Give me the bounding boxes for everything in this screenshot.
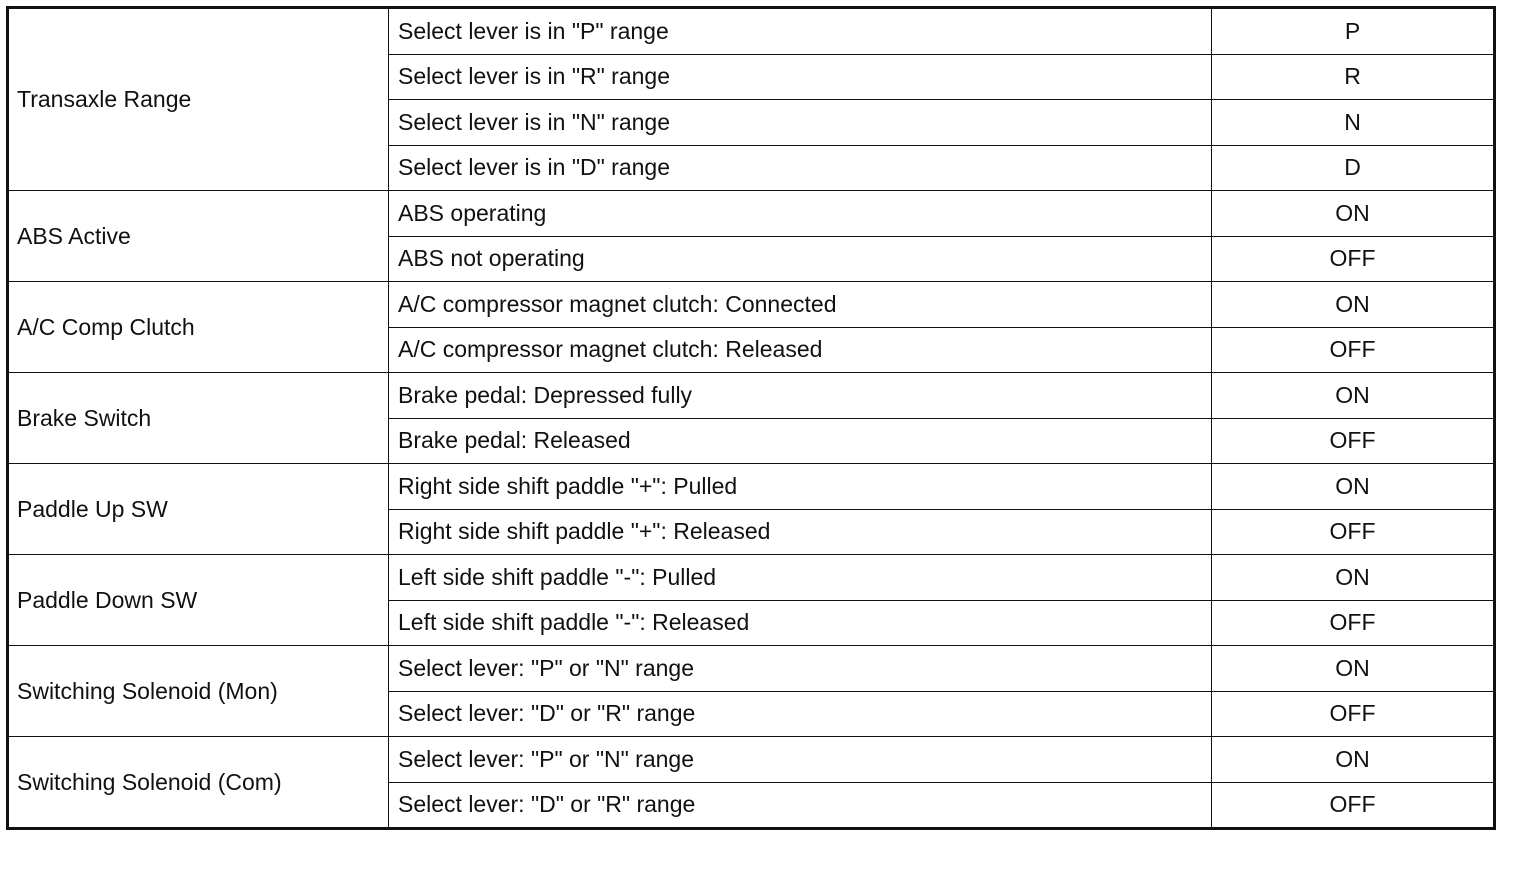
condition-cell: Select lever is in "D" range bbox=[389, 145, 1212, 191]
value-cell: OFF bbox=[1212, 782, 1495, 829]
value-cell: OFF bbox=[1212, 509, 1495, 555]
value-cell: D bbox=[1212, 145, 1495, 191]
table-row bbox=[8, 8, 1495, 55]
value-cell: ON bbox=[1212, 464, 1495, 510]
condition-cell: Brake pedal: Released bbox=[389, 418, 1212, 464]
table-row bbox=[8, 737, 1495, 783]
condition-cell: A/C compressor magnet clutch: Released bbox=[389, 327, 1212, 373]
table-row bbox=[8, 555, 1495, 601]
item-name-cell: Transaxle Range bbox=[8, 8, 389, 191]
value-cell: OFF bbox=[1212, 418, 1495, 464]
condition-cell: Brake pedal: Depressed fully bbox=[389, 373, 1212, 419]
condition-cell: Select lever is in "P" range bbox=[389, 8, 1212, 55]
value-cell: ON bbox=[1212, 737, 1495, 783]
value-cell: ON bbox=[1212, 555, 1495, 601]
condition-cell: Select lever: "P" or "N" range bbox=[389, 737, 1212, 783]
item-name-cell: Paddle Down SW bbox=[8, 555, 389, 646]
table-row bbox=[8, 191, 1495, 237]
value-cell: OFF bbox=[1212, 600, 1495, 646]
value-cell: ON bbox=[1212, 282, 1495, 328]
item-name-cell: Paddle Up SW bbox=[8, 464, 389, 555]
item-name-cell: Switching Solenoid (Mon) bbox=[8, 646, 389, 737]
table-row bbox=[8, 373, 1495, 419]
condition-cell: Select lever is in "N" range bbox=[389, 100, 1212, 146]
value-cell: N bbox=[1212, 100, 1495, 146]
condition-cell: Select lever is in "R" range bbox=[389, 54, 1212, 100]
item-name-cell: Switching Solenoid (Com) bbox=[8, 737, 389, 829]
condition-cell: Right side shift paddle "+": Released bbox=[389, 509, 1212, 555]
condition-cell: Left side shift paddle "-": Released bbox=[389, 600, 1212, 646]
condition-cell: ABS not operating bbox=[389, 236, 1212, 282]
condition-cell: Left side shift paddle "-": Pulled bbox=[389, 555, 1212, 601]
condition-cell: A/C compressor magnet clutch: Connected bbox=[389, 282, 1212, 328]
condition-cell: Select lever: "P" or "N" range bbox=[389, 646, 1212, 692]
condition-cell: Right side shift paddle "+": Pulled bbox=[389, 464, 1212, 510]
table-row bbox=[8, 282, 1495, 328]
value-cell: P bbox=[1212, 8, 1495, 55]
condition-cell: Select lever: "D" or "R" range bbox=[389, 782, 1212, 829]
spec-table bbox=[6, 6, 1496, 830]
value-cell: ON bbox=[1212, 646, 1495, 692]
table-row bbox=[8, 464, 1495, 510]
table-row bbox=[8, 646, 1495, 692]
item-name-cell: ABS Active bbox=[8, 191, 389, 282]
item-name-cell: Brake Switch bbox=[8, 373, 389, 464]
value-cell: OFF bbox=[1212, 691, 1495, 737]
spec-table-body bbox=[8, 8, 1495, 829]
value-cell: ON bbox=[1212, 373, 1495, 419]
condition-cell: ABS operating bbox=[389, 191, 1212, 237]
value-cell: R bbox=[1212, 54, 1495, 100]
condition-cell: Select lever: "D" or "R" range bbox=[389, 691, 1212, 737]
value-cell: OFF bbox=[1212, 236, 1495, 282]
item-name-cell: A/C Comp Clutch bbox=[8, 282, 389, 373]
value-cell: OFF bbox=[1212, 327, 1495, 373]
value-cell: ON bbox=[1212, 191, 1495, 237]
